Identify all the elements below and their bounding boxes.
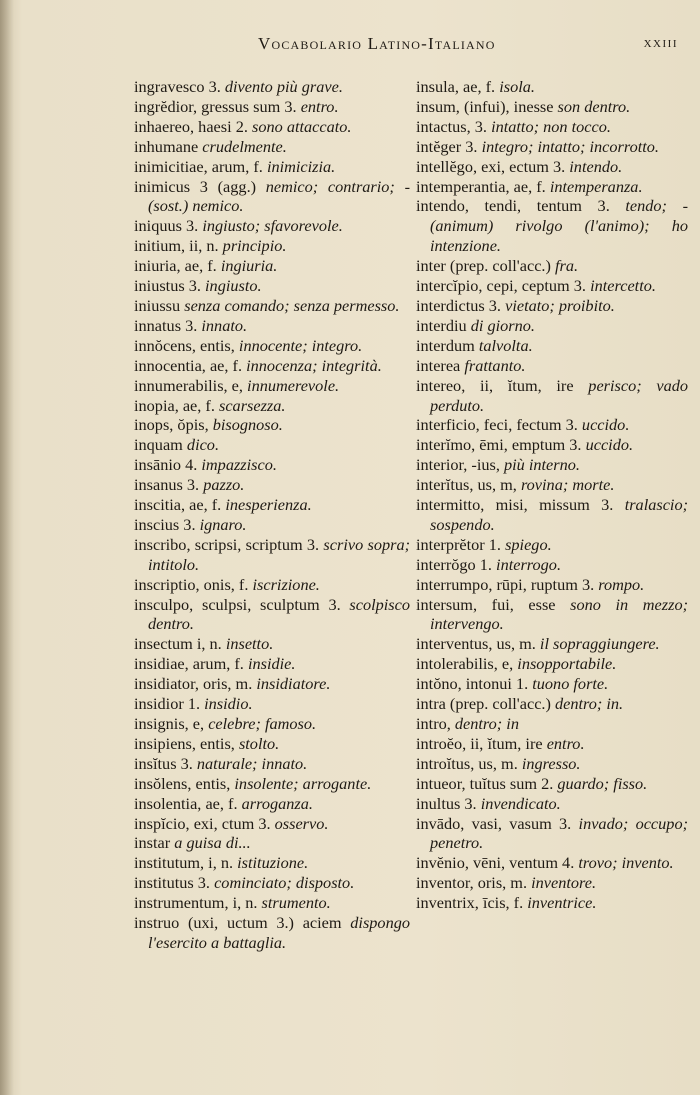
entry-headword: introĭtus, us, m. [416,753,518,773]
entry-headword: interea [416,355,461,375]
entry-headword: inscribo, scripsi, scriptum 3. [134,534,320,554]
entry-translation: talvolta. [478,335,533,355]
entry-headword: inops, ŏpis, [134,415,209,435]
entry-translation: rovina; morte. [520,475,615,495]
entry-translation: arroganza. [241,793,313,813]
dictionary-entry [134,316,410,336]
entry-headword: inhaereo, haesi 2. [134,116,248,136]
entry-translation: istituzione. [237,853,309,873]
entry-headword: intercĭpio, cepi, ceptum 3. [416,276,586,296]
entry-headword: intellĕgo, exi, ectum 3. [416,156,566,176]
dictionary-entry [416,674,688,694]
entry-translation: perisco; vado perduto. [430,375,688,415]
entry-translation: invado; occupo; penetro. [430,813,689,853]
dictionary-entry [134,595,410,635]
entry-translation: ignaro. [199,514,247,534]
entry-translation: nemico; contrario; - (sost.) nemico. [148,176,410,216]
dictionary-entry [416,177,688,197]
entry-translation: pazzo. [203,475,245,495]
entry-translation: ingresso. [521,753,581,773]
dictionary-entry [416,137,688,157]
entry-headword: inventor, oris, m. [416,873,528,893]
entry-translation: frattanto. [464,355,526,375]
entry-translation: osservo. [274,813,329,833]
entry-translation: insidio. [204,694,253,714]
entry-translation: uccido. [585,435,634,455]
dictionary-entry [134,296,410,316]
entry-translation: rompo. [598,574,645,594]
dictionary-entry [134,913,410,953]
entry-translation: stolto. [238,733,280,753]
entry-headword: insipiens, entis, [134,733,235,753]
entry-translation: sono in mezzo; intervengo. [430,594,689,634]
left-column [134,77,410,953]
entry-translation: tendo; - (animum) rivolgo (l'animo); ho intenzione. [430,196,688,256]
entry-translation: intatto; non tocco. [491,116,611,136]
entry-translation: iscrizione. [252,574,320,594]
entry-translation: ingiusto. [205,276,262,296]
entry-headword: insculpo, sculpsi, sculptum 3. [134,594,341,614]
entry-translation: insidie. [247,654,296,674]
entry-headword: interior, -ius, [416,455,500,475]
entry-headword: intemperantia, ae, f. [416,176,546,196]
dictionary-entry [416,754,688,774]
dictionary-entry [134,853,410,873]
dictionary-entry [416,575,688,595]
entry-headword: intolerabilis, e, [416,654,514,674]
dictionary-entry [134,495,410,515]
entry-translation: dentro; in. [555,694,624,714]
page-header [258,34,678,58]
entry-headword: iniussu [134,295,181,315]
page-number: xxiii [643,35,678,51]
entry-translation: strumento. [261,893,331,913]
dictionary-entry [416,893,688,913]
dictionary-entry [416,475,688,495]
dictionary-entry [134,137,410,157]
entry-headword: insidiator, oris, m. [134,674,253,694]
entry-headword: interdiu [416,315,467,335]
entry-translation: ingiuria. [220,256,278,276]
dictionary-entry [134,734,410,754]
entry-headword: initium, ii, n. [134,236,219,256]
entry-translation: interrogo. [496,554,562,574]
dictionary-entry [416,415,688,435]
entry-translation: cominciato; disposto. [214,873,355,893]
entry-headword: invādo, vasi, vasum 3. [416,813,572,833]
entry-headword: intŏno, intonui 1. [416,674,529,694]
entry-translation: naturale; innato. [196,753,308,773]
dictionary-entry [134,157,410,177]
dictionary-entry [134,216,410,236]
entry-translation: uccido. [581,415,630,435]
entry-translation: il sopraggiungere. [539,634,660,654]
dictionary-entry [134,873,410,893]
entry-headword: intersum, fui, esse [416,594,556,614]
entry-translation: entro. [546,733,585,753]
dictionary-entry [134,435,410,455]
entry-headword: inhumane [134,136,199,156]
entry-headword: institutum, i, n. [134,853,234,873]
entry-headword: interdictus 3. [416,295,502,315]
entry-translation: principio. [222,236,287,256]
dictionary-entry [416,117,688,137]
entry-headword: interĭmo, ēmi, emptum 3. [416,435,582,455]
entry-translation: innato. [201,315,248,335]
entry-translation: celebre; famoso. [208,714,317,733]
entry-translation: a guisa di... [174,833,251,853]
dictionary-entry [416,634,688,654]
dictionary-entry [134,376,410,396]
dictionary-entry [416,77,688,97]
dictionary-entry [134,754,410,774]
dictionary-entry [134,77,410,97]
dictionary-entry [416,714,688,734]
entry-headword: instar [134,833,171,853]
dictionary-entry [416,694,688,714]
dictionary-entry [416,734,688,754]
entry-headword: iniquus 3. [134,216,199,236]
entry-translation: intercetto. [590,276,656,296]
entry-translation: trovo; invento. [578,853,674,873]
entry-translation: son dentro. [557,96,631,116]
entry-translation: invendicato. [480,793,561,813]
entry-translation: insolente; arrogante. [234,773,372,793]
entry-headword: innŏcens, entis, [134,335,235,355]
entry-headword: inscitia, ae, f. [134,495,222,515]
entry-translation: inventrice. [527,893,597,913]
entry-headword: intereo, ii, ĭtum, ire [416,375,574,395]
entry-translation: inimicizia. [266,156,336,176]
entry-translation: insidiatore. [256,674,331,694]
dictionary-entry [416,595,688,635]
entry-headword: interrŏgo 1. [416,554,492,574]
entry-translation: inesperienza. [225,495,312,515]
entry-headword: inscriptio, onis, f. [134,574,249,594]
dictionary-entry [134,236,410,256]
dictionary-entry [134,415,410,435]
entry-headword: introĕo, ii, ĭtum, ire [416,733,543,753]
dictionary-entry [134,336,410,356]
entry-headword: inquam [134,435,183,455]
entry-translation: vietato; proibito. [505,295,615,315]
dictionary-entry [134,455,410,475]
entry-translation: spiego. [505,534,552,554]
dictionary-entry [416,853,688,873]
entry-translation: tuono forte. [532,674,609,694]
entry-headword: instrumentum, i, n. [134,893,258,913]
dictionary-entry [416,356,688,376]
entry-translation: dentro; in [454,714,519,733]
entry-headword: interdum [416,335,475,355]
dictionary-entry [416,435,688,455]
entry-headword: intĕger 3. [416,136,478,156]
dictionary-entry [416,276,688,296]
entry-headword: inscius 3. [134,514,196,534]
entry-headword: innocentia, ae, f. [134,355,243,375]
entry-headword: inter (prep. coll'acc.) [416,256,551,276]
dictionary-entry [416,196,688,256]
entry-headword: interprĕtor 1. [416,534,501,554]
dictionary-entry [416,316,688,336]
entry-headword: iniustus 3. [134,276,201,296]
entry-translation: intemperanza. [549,176,643,196]
entry-translation: isola. [499,77,535,96]
entry-headword: innumerabilis, e, [134,375,243,395]
entry-translation: integro; intatto; incorrotto. [481,136,659,156]
dictionary-entry [134,774,410,794]
entry-headword: intactus, 3. [416,116,487,136]
entry-headword: inimicus 3 (agg.) [134,176,257,196]
entry-headword: intra (prep. coll'acc.) [416,694,551,714]
dictionary-entry [416,535,688,555]
dictionary-entry [416,814,688,854]
entry-headword: inopia, ae, f. [134,395,215,415]
dictionary-entry [134,515,410,535]
entry-headword: insĭtus 3. [134,753,193,773]
dictionary-entry [134,396,410,416]
dictionary-entry [134,575,410,595]
entry-headword: inultus 3. [416,793,477,813]
dictionary-entry [134,256,410,276]
entry-translation: divento più grave. [224,77,343,96]
entry-headword: insolentia, ae, f. [134,793,238,813]
entry-headword: ingrĕdior, gressus sum 3. [134,96,297,116]
entry-translation: innumerevole. [247,375,340,395]
dictionary-entry [134,814,410,834]
entry-headword: innatus 3. [134,315,198,335]
dictionary-entry [134,356,410,376]
entry-headword: insidiae, arum, f. [134,654,244,674]
entry-translation: scolpisco dentro. [148,594,411,634]
entry-headword: insānio 4. [134,455,198,475]
entry-translation: inventore. [531,873,597,893]
entry-headword: inventrix, īcis, f. [416,893,524,913]
entry-translation: insopportabile. [517,654,617,674]
entry-translation: entro. [300,96,339,116]
dictionary-entry [134,794,410,814]
entry-translation: bisognoso. [212,415,283,435]
dictionary-entry [134,893,410,913]
entry-headword: inimicitiae, arum, f. [134,156,263,176]
entry-headword: insula, ae, f. [416,77,496,96]
entry-translation: guardo; fisso. [557,773,648,793]
entry-headword: iniuria, ae, f. [134,256,217,276]
dictionary-entry [134,276,410,296]
dictionary-entry [134,177,410,217]
entry-headword: inspĭcio, exi, ctum 3. [134,813,271,833]
entry-headword: insum, (infui), inesse [416,96,554,116]
entry-translation: intendo. [569,156,623,176]
right-column [416,77,688,913]
entry-headword: insignis, e, [134,714,205,733]
dictionary-entry [134,714,410,734]
dictionary-entry [416,296,688,316]
dictionary-entry [416,495,688,535]
dictionary-entry [416,455,688,475]
entry-translation: innocente; integro. [238,335,363,355]
dictionary-entry [416,555,688,575]
dictionary-entry [416,794,688,814]
entry-headword: interĭtus, us, m, [416,475,517,495]
dictionary-entry [134,475,410,495]
entry-headword: intendo, tendi, tentum 3. [416,196,610,216]
entry-headword: institutus 3. [134,873,210,893]
entry-translation: scrivo sopra; intitolo. [148,534,411,574]
entry-translation: dico. [186,435,220,455]
entry-translation: sono attaccato. [252,116,352,136]
dictionary-entry [134,833,410,853]
entry-headword: interrumpo, rūpi, ruptum 3. [416,574,595,594]
dictionary-entry [134,535,410,575]
entry-headword: invĕnio, vēni, ventum 4. [416,853,575,873]
dictionary-entry [134,674,410,694]
dictionary-entry [134,694,410,714]
dictionary-entry [416,654,688,674]
dictionary-entry [134,634,410,654]
entry-headword: instruo (uxi, uctum 3.) aciem [134,913,342,933]
entry-headword: intro, [416,714,451,733]
entry-headword: intueor, tuĭtus sum 2. [416,773,554,793]
dictionary-entry [416,873,688,893]
entry-headword: intermitto, misi, missum 3. [416,495,614,515]
dictionary-entry [134,97,410,117]
entry-translation: insetto. [225,634,274,654]
entry-headword: insectum i, n. [134,634,222,654]
running-title: Vocabolario Latino-Italiano [258,34,496,53]
entry-translation: più interno. [503,455,580,475]
entry-translation: impazzisco. [201,455,277,475]
dictionary-entry [416,774,688,794]
entry-translation: ingiusto; sfavorevole. [202,216,343,236]
dictionary-entry [416,256,688,276]
entry-headword: insidior 1. [134,694,201,714]
entry-headword: insŏlens, entis, [134,773,231,793]
entry-headword: interventus, us, m. [416,634,536,654]
entry-headword: insanus 3. [134,475,200,495]
entry-translation: fra. [555,256,579,276]
dictionary-entry [416,336,688,356]
entry-translation: crudelmente. [202,136,287,156]
entry-translation: innocenza; integrità. [246,355,382,375]
dictionary-entry [134,117,410,137]
entry-translation: tralascio; sospendo. [430,495,688,534]
entry-translation: senza comando; senza permesso. [184,295,400,315]
dictionary-entry [416,97,688,117]
spine-shadow [0,0,14,1095]
entry-headword: interficio, feci, fectum 3. [416,415,578,435]
dictionary-entry [134,654,410,674]
dictionary-entry [416,157,688,177]
entry-translation: dispongo l'esercito a battaglia. [148,913,410,952]
entry-translation: di giorno. [470,315,535,335]
dictionary-entry [416,376,688,416]
entry-translation: scarsezza. [219,395,286,415]
entry-headword: ingravesco 3. [134,77,221,96]
